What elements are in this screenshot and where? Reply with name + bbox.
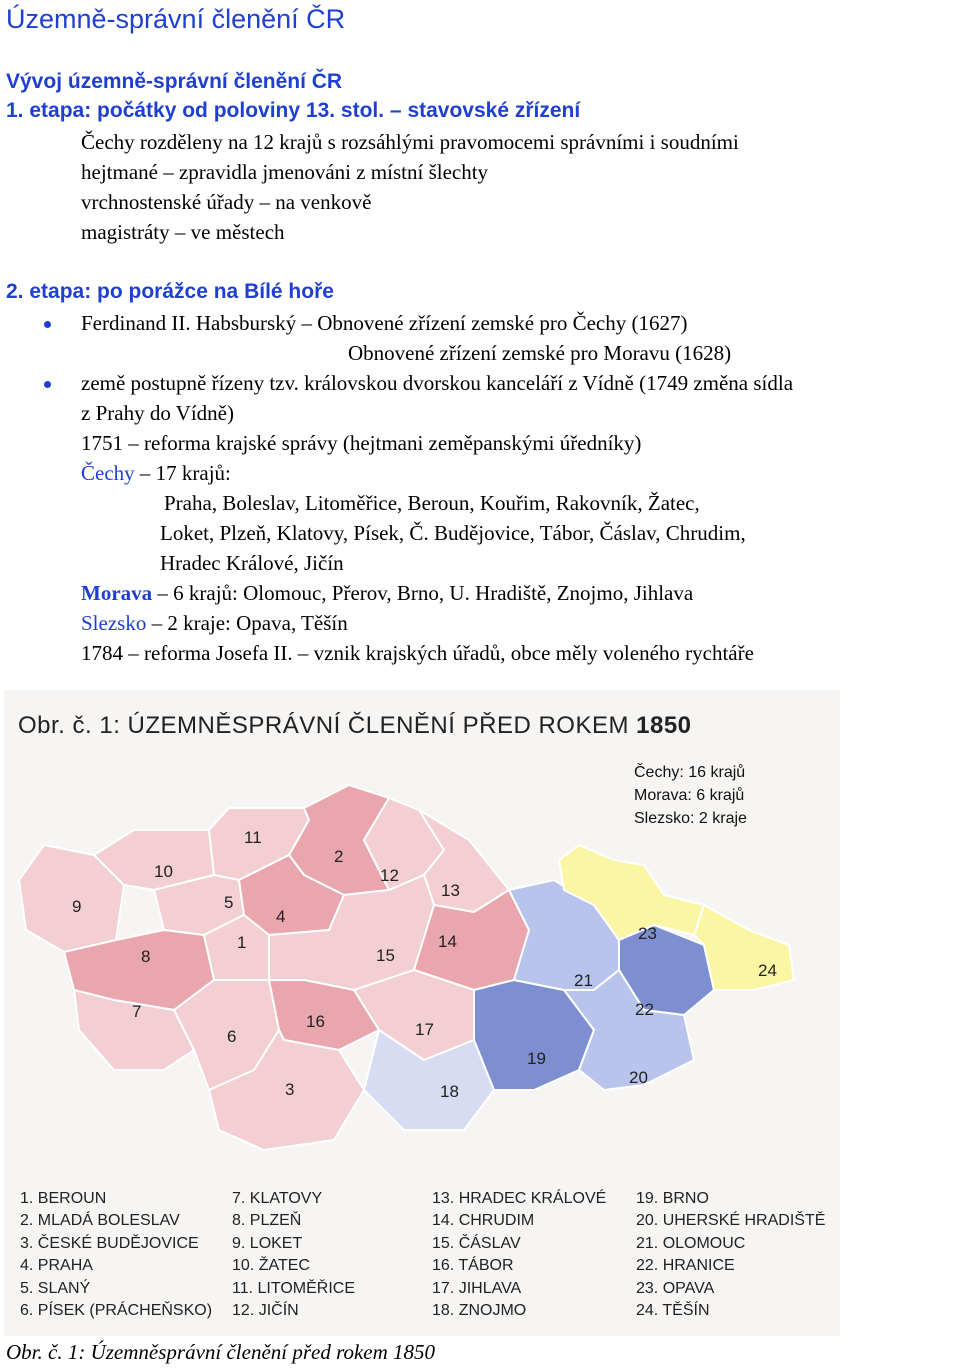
- bullet-dot: [44, 321, 51, 328]
- region-label-17: 17: [415, 1020, 434, 1039]
- cechy-list-line: Hradec Králové, Jičín: [160, 551, 344, 575]
- morava-rest: – 6 krajů: Olomouc, Přerov, Brno, U. Hradiště, Znojmo, Jihlava: [152, 581, 694, 605]
- etapa2-bullet2: země postupně řízeny tzv. královskou dvorskou kanceláří z Vídně (1749 změna sídla: [81, 371, 794, 395]
- region-label-11: 11: [244, 828, 262, 847]
- region-label-9: 9: [72, 897, 82, 916]
- region-label-24: 24: [758, 961, 777, 980]
- region-label-16: 16: [306, 1012, 325, 1031]
- legend-item: 9. LOKET: [232, 1235, 303, 1252]
- etapa1-line: magistráty – ve městech: [81, 220, 285, 244]
- cechy-count: – 17 krajů:: [134, 461, 231, 485]
- legend-item: 11. LITOMĚŘICE: [232, 1280, 355, 1297]
- region-label-7: 7: [132, 1002, 142, 1021]
- cechy-list-line: Praha, Boleslav, Litoměřice, Beroun, Kouřim, Rakovník, Žatec,: [164, 491, 700, 515]
- slezsko-rest: – 2 kraje: Opava, Těšín: [146, 611, 348, 635]
- etapa2-bullet1: Ferdinand II. Habsburský – Obnovené zřízení zemské pro Čechy (1627): [81, 311, 688, 335]
- stat-cechy: Čechy: 16 krajů: [634, 764, 746, 781]
- cechy-list-line: Loket, Plzeň, Klatovy, Písek, Č. Budějovice, Tábor, Čáslav, Chrudim,: [160, 521, 746, 545]
- page-title: Územně-správní členění ČR: [6, 4, 346, 34]
- region-label-3: 3: [285, 1080, 295, 1099]
- region-label-4: 4: [276, 907, 286, 926]
- etapa1-line: Čechy rozděleny na 12 krajů s rozsáhlými pravomocemi správními i soudními: [81, 130, 739, 154]
- bullet-dot: [44, 381, 51, 388]
- legend-item: 6. PÍSEK (PRÁCHEŇSKO): [20, 1302, 213, 1319]
- legend-item: 4. PRAHA: [20, 1257, 93, 1274]
- figure-header-year: 1850: [636, 712, 692, 739]
- cechy-label: Čechy: [81, 461, 135, 485]
- region-label-22: 22: [635, 1000, 654, 1019]
- region-map: [4, 690, 840, 1170]
- slezsko-label: Slezsko: [81, 611, 147, 635]
- legend-item: 3. ČESKÉ BUDĚJOVICE: [20, 1235, 199, 1252]
- region-label-2: 2: [334, 847, 344, 866]
- legend-item: 21. OLOMOUC: [636, 1235, 746, 1252]
- etapa2-bullet1-cont: Obnovené zřízení zemské pro Moravu (1628): [348, 341, 732, 365]
- region-label-12: 12: [380, 866, 399, 885]
- etapa2-bullet2-cont: z Prahy do Vídně): [81, 401, 234, 425]
- reform-1751: 1751 – reforma krajské správy (hejtmani zeměpanskými úředníky): [81, 431, 642, 455]
- region-label-20: 20: [629, 1068, 648, 1087]
- legend-item: 2. MLADÁ BOLESLAV: [20, 1212, 180, 1229]
- morava-line: [81, 581, 693, 606]
- etapa1-line: vrchnostenské úřady – na venkově: [81, 190, 372, 214]
- stat-morava: Morava: 6 krajů: [634, 787, 745, 804]
- section-heading: Vývoj územně-správní členění ČR: [6, 70, 343, 93]
- legend-item: 12. JIČÍN: [232, 1302, 299, 1319]
- legend-item: 5. SLANÝ: [20, 1280, 91, 1297]
- region-label-15: 15: [376, 946, 395, 965]
- legend-item: 15. ČÁSLAV: [432, 1235, 521, 1252]
- region-label-1: 1: [237, 933, 247, 952]
- region-label-10: 10: [154, 862, 173, 881]
- legend-item: 8. PLZEŇ: [232, 1212, 302, 1229]
- legend-item: 13. HRADEC KRÁLOVÉ: [432, 1190, 607, 1207]
- region-label-8: 8: [141, 947, 151, 966]
- region-label-14: 14: [438, 932, 457, 951]
- region-label-13: 13: [441, 881, 460, 900]
- figure-header-text: Obr. č. 1: ÚZEMNĚSPRÁVNÍ ČLENĚNÍ PŘED ROKEM: [18, 712, 637, 739]
- etapa1-title: 1. etapa: počátky od poloviny 13. stol. – stavovské zřízení: [6, 99, 581, 122]
- reform-1784: 1784 – reforma Josefa II. – vznik krajských úřadů, obce měly voleného rychtáře: [81, 641, 754, 665]
- legend-item: 10. ŽATEC: [232, 1257, 310, 1274]
- stat-slezsko: Slezsko: 2 kraje: [634, 810, 747, 827]
- region-label-6: 6: [227, 1027, 237, 1046]
- region-label-18: 18: [440, 1082, 459, 1101]
- legend-item: 7. KLATOVY: [232, 1190, 323, 1207]
- region-label-23: 23: [638, 924, 657, 943]
- etapa1-line: hejtmané – zpravidla jmenováni z místní šlechty: [81, 160, 489, 184]
- map-figure: [4, 690, 840, 1336]
- slezsko-line: [81, 611, 348, 636]
- cechy-line: [81, 461, 231, 486]
- legend-item: 19. BRNO: [636, 1190, 709, 1207]
- legend-item: 24. TĚŠÍN: [636, 1302, 710, 1319]
- legend-item: 17. JIHLAVA: [432, 1280, 522, 1297]
- region-label-21: 21: [574, 971, 593, 990]
- morava-label: Morava: [81, 581, 153, 605]
- legend-item: 1. BEROUN: [20, 1190, 107, 1207]
- region-label-5: 5: [224, 893, 234, 912]
- legend-item: 23. OPAVA: [636, 1280, 715, 1297]
- legend-item: 16. TÁBOR: [432, 1257, 514, 1274]
- legend-item: 20. UHERSKÉ HRADIŠTĚ: [636, 1212, 826, 1229]
- etapa2-title: 2. etapa: po porážce na Bílé hoře: [6, 280, 334, 303]
- figure-caption: Obr. č. 1: Územněsprávní členění před rokem 1850: [6, 1340, 436, 1364]
- legend-item: 18. ZNOJMO: [432, 1302, 527, 1319]
- legend-item: 14. CHRUDIM: [432, 1212, 535, 1229]
- region-label-19: 19: [527, 1049, 546, 1068]
- legend-item: 22. HRANICE: [636, 1257, 735, 1274]
